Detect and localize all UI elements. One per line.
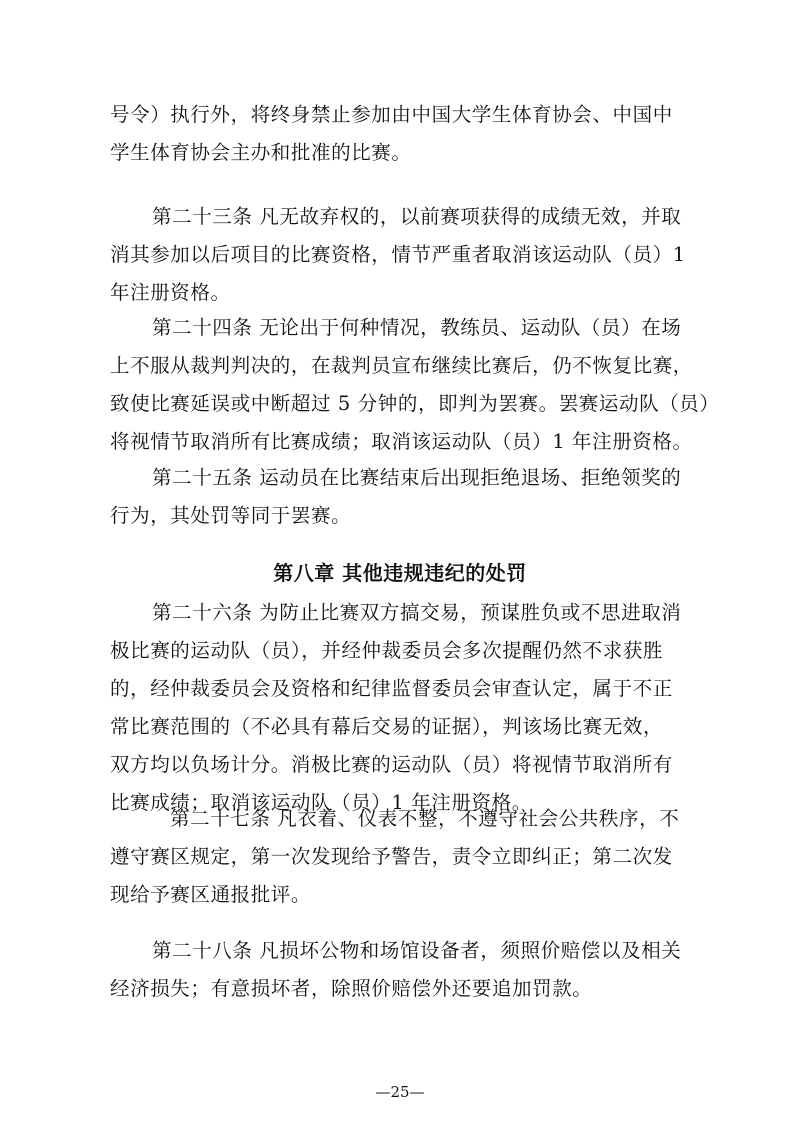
- text-line: 第二十八条 凡损坏公物和场馆设备者，须照价赔偿以及相关: [152, 939, 682, 962]
- text-line: 年注册资格。: [110, 281, 231, 304]
- article-27: [110, 800, 690, 914]
- article-25: [110, 459, 690, 535]
- text-line: 经济损失；有意损坏者，除照价赔偿外还要追加罚款。: [110, 977, 593, 1000]
- text-line: 比赛成绩；取消该运动队（员）1 年注册资格。: [110, 791, 532, 814]
- chapter-title: 第八章 其他违规违纪的处罚: [273, 561, 527, 585]
- text-line: 第二十六条 为防止比赛双方搞交易，预谋胜负或不思进取消: [152, 601, 682, 624]
- text-line: 第二十三条 凡无故弃权的，以前赛项获得的成绩无效，并取: [152, 205, 682, 228]
- article-28: [110, 932, 690, 1008]
- article-23: [110, 198, 690, 312]
- text-line: 上不服从裁判判决的，在裁判员宣布继续比赛后，仍不恢复比赛，: [110, 354, 693, 377]
- page-number: —25—: [375, 1083, 425, 1101]
- text-line: 极比赛的运动队（员），并经仲裁委员会多次提醒仍然不求获胜: [110, 639, 664, 662]
- article-26: [110, 594, 690, 822]
- text-line: 号令）执行外，将终身禁止参加由中国大学生体育协会、中国中: [110, 103, 673, 126]
- text-line: 遵守赛区规定，第一次发现给予警告，责令立即纠正；第二次发: [110, 845, 673, 868]
- article-24: [110, 309, 720, 461]
- text-line: 的，经仲裁委员会及资格和纪律监督委员会审查认定，属于不正: [110, 677, 673, 700]
- text-line: 第二十七条 凡衣着、仪表不整，不遵守社会公共秩序，不: [170, 807, 680, 830]
- text-line: 现给予赛区通报批评。: [110, 883, 312, 906]
- text-line: 将视情节取消所有比赛成绩；取消该运动队（员）1 年注册资格。: [110, 430, 693, 453]
- text-line: 学生体育协会主办和批准的比赛。: [110, 141, 412, 164]
- paragraph-continuation: [110, 96, 690, 172]
- text-line: 行为，其处罚等同于罢赛。: [110, 504, 352, 527]
- text-line: 双方均以负场计分。消极比赛的运动队（员）将视情节取消所有: [110, 753, 673, 776]
- text-line: 消其参加以后项目的比赛资格，情节严重者取消该运动队（员）1: [110, 243, 686, 266]
- text-line: 第二十四条 无论出于何种情况，教练员、运动队（员）在场: [152, 316, 682, 339]
- text-line: 常比赛范围的（不必具有幕后交易的证据），判该场比赛无效，: [110, 715, 664, 738]
- text-line: 致使比赛延误或中断超过 5 分钟的，即判为罢赛。罢赛运动队（员）: [110, 392, 720, 415]
- text-line: 第二十五条 运动员在比赛结束后出现拒绝退场、拒绝领奖的: [152, 466, 682, 489]
